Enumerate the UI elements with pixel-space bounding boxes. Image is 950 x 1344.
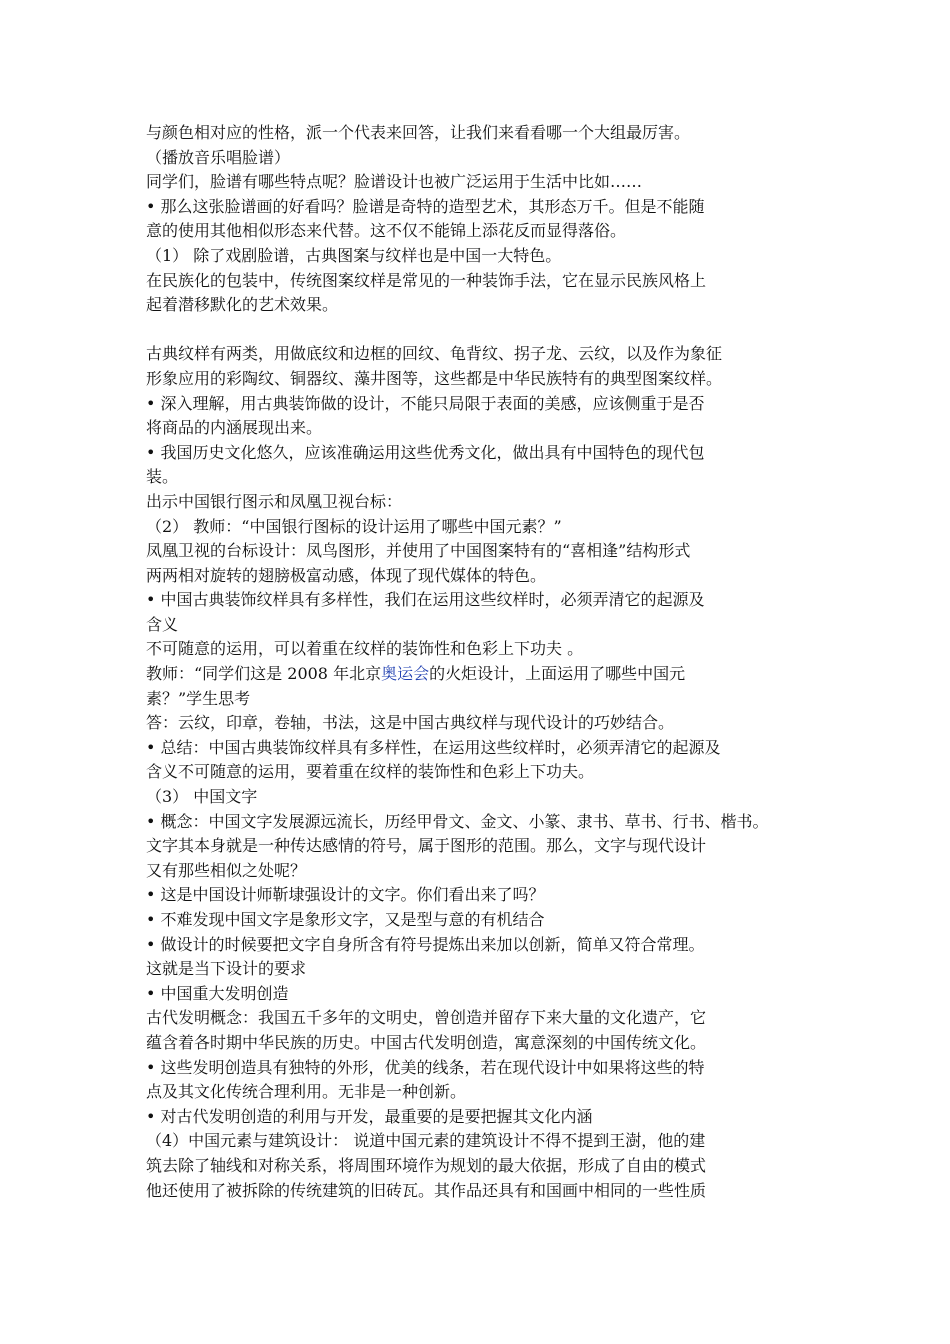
paragraph-line: 素？”学生思考 bbox=[146, 688, 251, 708]
paragraph-line: 装。 bbox=[146, 467, 179, 487]
blank-line bbox=[146, 318, 826, 343]
paragraph-line: 文字其本身就是一种传达感情的符号，属于图形的范围。那么，文字与现代设计 bbox=[146, 836, 707, 856]
paragraph-line: 古代发明概念：我国五千多年的文明史，曾创造并留存下来大量的文化遗产，它 bbox=[146, 1008, 707, 1028]
paragraph-line: 意的使用其他相似形态来代替。这不仅不能锦上添花反而显得落俗。 bbox=[146, 221, 627, 241]
paragraph-line: 凤凰卫视的台标设计：凤鸟图形，并使用了中国图案特有的“喜相逢”结构形式 bbox=[146, 541, 691, 561]
teacher-question-text-cont: 的火炬设计，上面运用了哪些中国元 bbox=[429, 664, 686, 684]
paragraph-line: 出示中国银行图示和凤凰卫视台标： bbox=[146, 491, 403, 511]
bullet-line: • 我国历史文化悠久，应该准确运用这些优秀文化，做出具有中国特色的现代包 bbox=[146, 442, 705, 462]
bullet-line: • 这是中国设计师靳埭强设计的文字。你们看出来了吗？ bbox=[146, 885, 545, 905]
paragraph-line: 又有那些相似之处呢？ bbox=[146, 860, 307, 880]
bullet-line: • 做设计的时候要把文字自身所含有符号提炼出来加以创新，简单又符合常理。 bbox=[146, 934, 705, 954]
paragraph-line: 点及其文化传统合理利用。无非是一种创新。 bbox=[146, 1082, 467, 1102]
bullet-line: • 深入理解，用古典装饰做的设计，不能只局限于表面的美感，应该侧重于是否 bbox=[146, 393, 705, 413]
bullet-line: • 对古代发明创造的利用与开发，最重要的是要把握其文化内涵 bbox=[146, 1106, 593, 1126]
paragraph-line: 不可随意的运用，可以着重在纹样的装饰性和色彩上下功夫 。 bbox=[146, 639, 584, 659]
paragraph-line: 古典纹样有两类，用做底纹和边框的回纹、龟背纹、拐子龙、云纹，以及作为象征 bbox=[146, 344, 723, 364]
paragraph-line: 含义 bbox=[146, 614, 179, 634]
bullet-line: • 那么这张脸谱画的好看吗？脸谱是奇特的造型艺术，其形态万千。但是不能随 bbox=[146, 196, 705, 216]
paragraph-line: 筑去除了轴线和对称关系，将周围环境作为规划的最大依据，形成了自由的模式 bbox=[146, 1155, 707, 1175]
bullet-line: • 中国重大发明创造 bbox=[146, 983, 289, 1003]
paragraph-line: 这就是当下设计的要求 bbox=[146, 959, 307, 979]
teacher-question-text: 教师：“同学们这是 2008 年北京 bbox=[146, 664, 382, 684]
bullet-line: • 概念：中国文字发展源远流长，历经甲骨文、金文、小篆、隶书、草书、行书、楷书。 bbox=[146, 811, 769, 831]
bullet-line: • 不难发现中国文字是象形文字，又是型与意的有机结合 bbox=[146, 910, 545, 929]
teacher-question-line bbox=[146, 662, 826, 687]
olympics-link[interactable]: 奥运会 bbox=[381, 664, 430, 684]
paragraph-line: 两两相对旋转的翅膀极富动感，体现了现代媒体的特色。 bbox=[146, 565, 547, 585]
bullet-line: • 总结：中国古典装饰纹样具有多样性，在运用这些纹样时，必须弄清它的起源及 bbox=[146, 737, 721, 757]
section-heading-1: （1） 除了戏剧脸谱，古典图案与纹样也是中国一大特色。 bbox=[146, 245, 562, 265]
section-heading-4: （4）中国元素与建筑设计： 说道中国元素的建筑设计不得不提到王澍，他的建 bbox=[146, 1131, 706, 1151]
paragraph-line: （播放音乐唱脸谱） bbox=[146, 147, 291, 167]
paragraph-line: 起着潜移默化的艺术效果。 bbox=[146, 295, 339, 315]
paragraph-line: 同学们，脸谱有哪些特点呢？脸谱设计也被广泛运用于生活中比如…… bbox=[146, 172, 643, 192]
paragraph-line: 形象应用的彩陶纹、铜器纹、藻井图等，这些都是中华民族特有的典型图案纹样。 bbox=[146, 368, 723, 388]
paragraph-line: 蕴含着各时期中华民族的历史。中国古代发明创造，寓意深刻的中国传统文化。 bbox=[146, 1032, 707, 1052]
paragraph-line: 含义不可随意的运用，要着重在纹样的装饰性和色彩上下功夫。 bbox=[146, 762, 595, 782]
paragraph-line: 在民族化的包装中，传统图案纹样是常见的一种装饰手法，它在显示民族风格上 bbox=[146, 270, 707, 290]
bullet-line: • 中国古典装饰纹样具有多样性，我们在运用这些纹样时，必须弄清它的起源及 bbox=[146, 590, 705, 610]
document-body bbox=[146, 121, 826, 1203]
section-heading-2: （2） 教师：“中国银行图标的设计运用了哪些中国元素？” bbox=[146, 516, 562, 536]
answer-line: 答：云纹，印章，卷轴，书法，这是中国古典纹样与现代设计的巧妙结合。 bbox=[146, 713, 675, 733]
paragraph-line: 将商品的内涵展现出来。 bbox=[146, 418, 323, 438]
paragraph-line: 他还使用了被拆除的传统建筑的旧砖瓦。其作品还具有和国画中相同的一些性质 bbox=[146, 1180, 707, 1200]
section-heading-3: （3） 中国文字 bbox=[146, 787, 258, 807]
bullet-line: • 这些发明创造具有独特的外形，优美的线条，若在现代设计中如果将这些的特 bbox=[146, 1057, 705, 1077]
paragraph-line: 与颜色相对应的性格，派一个代表来回答，让我们来看看哪一个大组最厉害。 bbox=[146, 123, 691, 142]
